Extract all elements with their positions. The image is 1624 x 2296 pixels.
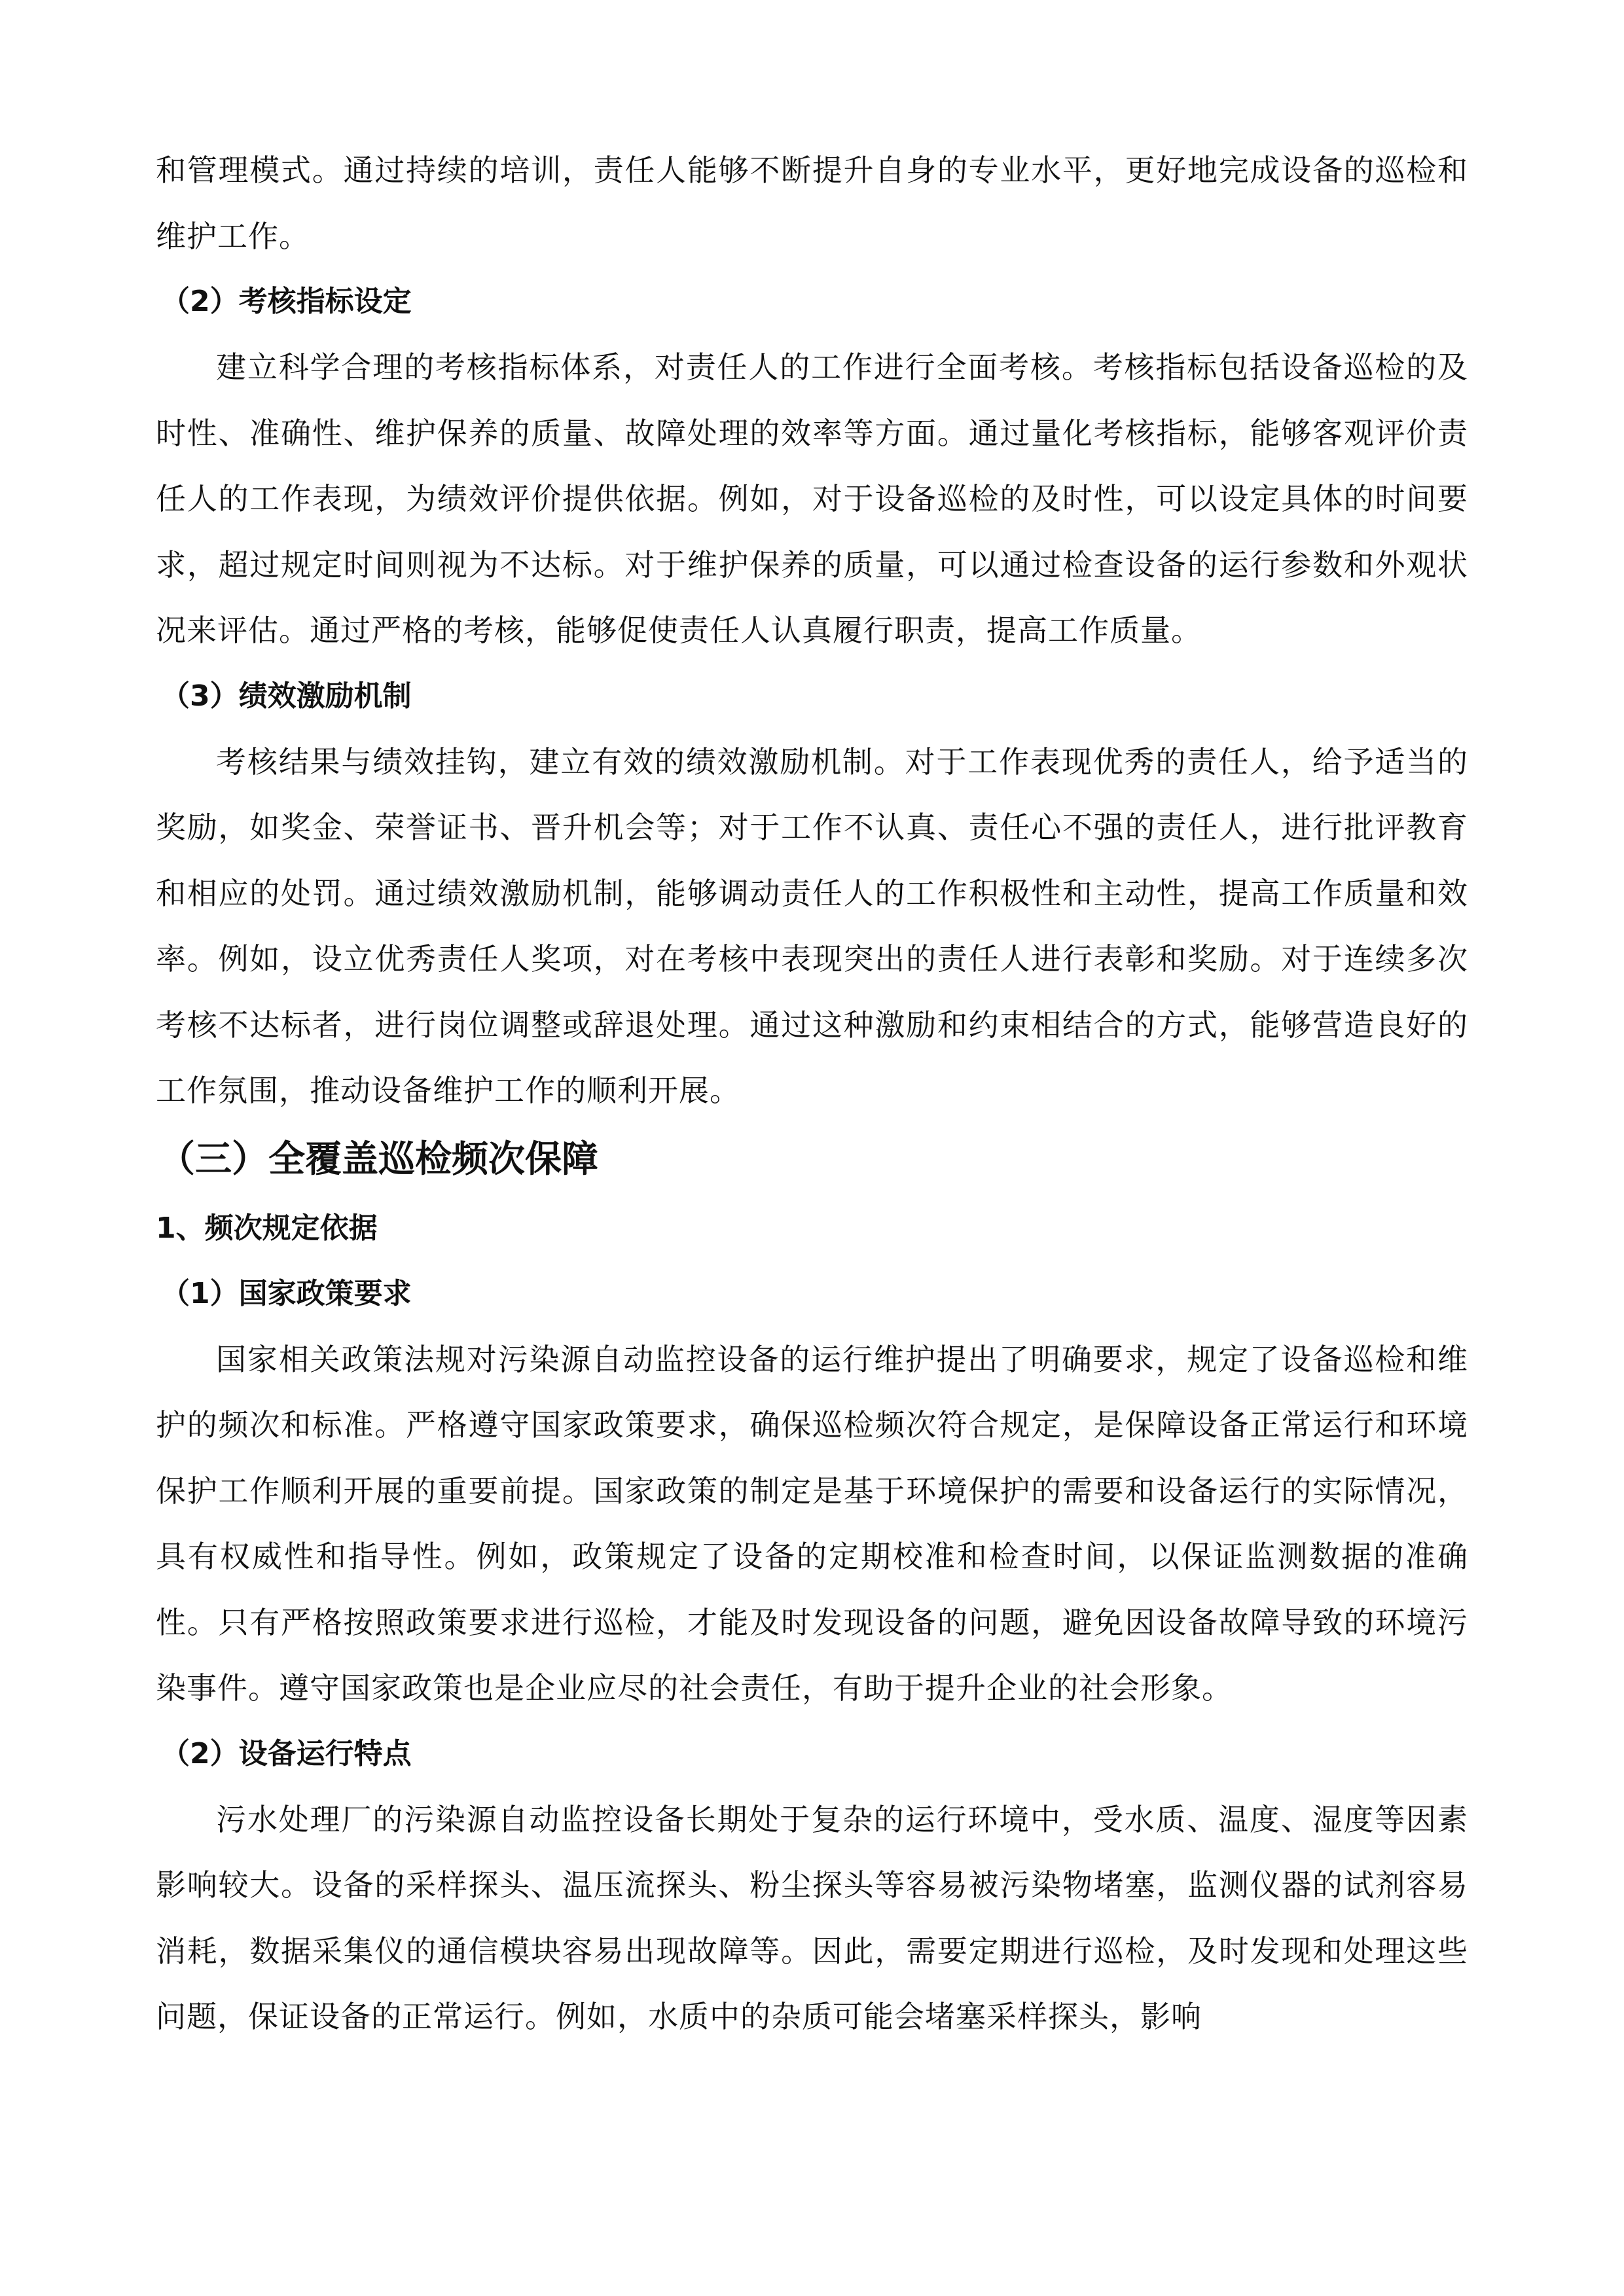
- heading-equipment-features: （2）设备运行特点: [161, 1736, 412, 1770]
- paragraph-equipment-features: 污水处理厂的污染源自动监控设备长期处于复杂的运行环境中，受水质、温度、湿度等因素影响较大。设备的采样探头、温压流探头、粉尘探头等容易被污染物堵塞，监测仪器的试剂容易消耗，数据采集仪的通信模块容易出现故障等。因此，需要定期进行巡检，及时发现和处理这些问题，保证设备的正常运行。例如，水质中的杂质可能会堵塞采样探头，影响: [156, 1801, 1468, 2034]
- heading-kpi-setting: （2）考核指标设定: [161, 285, 412, 318]
- heading-frequency-basis: 1、频次规定依据: [156, 1211, 378, 1245]
- heading-national-policy: （1）国家政策要求: [161, 1276, 412, 1310]
- paragraph-training-continued: 和管理模式。通过持续的培训，责任人能够不断提升自身的专业水平，更好地完成设备的巡检和维护工作。: [156, 152, 1468, 254]
- paragraph-kpi-setting: 建立科学合理的考核指标体系，对责任人的工作进行全面考核。考核指标包括设备巡检的及时性、准确性、维护保养的质量、故障处理的效率等方面。通过量化考核指标，能够客观评价责任人的工作表现，为绩效评价提供依据。例如，对于设备巡检的及时性，可以设定具体的时间要求，超过规定时间则视为不达标。对于维护保养的质量，可以通过检查设备的运行参数和外观状况来评估。通过严格的考核，能够促使责任人认真履行职责，提高工作质量。: [156, 350, 1468, 648]
- heading-incentive-mechanism: （3）绩效激励机制: [161, 679, 412, 713]
- paragraph-incentive-mechanism: 考核结果与绩效挂钩，建立有效的绩效激励机制。对于工作表现优秀的责任人，给予适当的奖励，如奖金、荣誉证书、晋升机会等；对于工作不认真、责任心不强的责任人，进行批评教育和相应的处罚。通过绩效激励机制，能够调动责任人的工作积极性和主动性，提高工作质量和效率。例如，设立优秀责任人奖项，对在考核中表现突出的责任人进行表彰和奖励。对于连续多次考核不达标者，进行岗位调整或辞退处理。通过这种激励和约束相结合的方式，能够营造良好的工作氛围，推动设备维护工作的顺利开展。: [156, 744, 1468, 1108]
- document-body: [156, 137, 1468, 2050]
- section-title-inspection-frequency: （三）全覆盖巡检频次保障: [158, 1138, 598, 1181]
- paragraph-national-policy: 国家相关政策法规对污染源自动监控设备的运行维护提出了明确要求，规定了设备巡检和维护的频次和标准。严格遵守国家政策要求，确保巡检频次符合规定，是保障设备正常运行和环境保护工作顺利开展的重要前提。国家政策的制定是基于环境保护的需要和设备运行的实际情况，具有权威性和指导性。例如，政策规定了设备的定期校准和检查时间，以保证监测数据的准确性。只有严格按照政策要求进行巡检，才能及时发现设备的问题，避免因设备故障导致的环境污染事件。遵守国家政策也是企业应尽的社会责任，有助于提升企业的社会形象。: [156, 1341, 1468, 1706]
